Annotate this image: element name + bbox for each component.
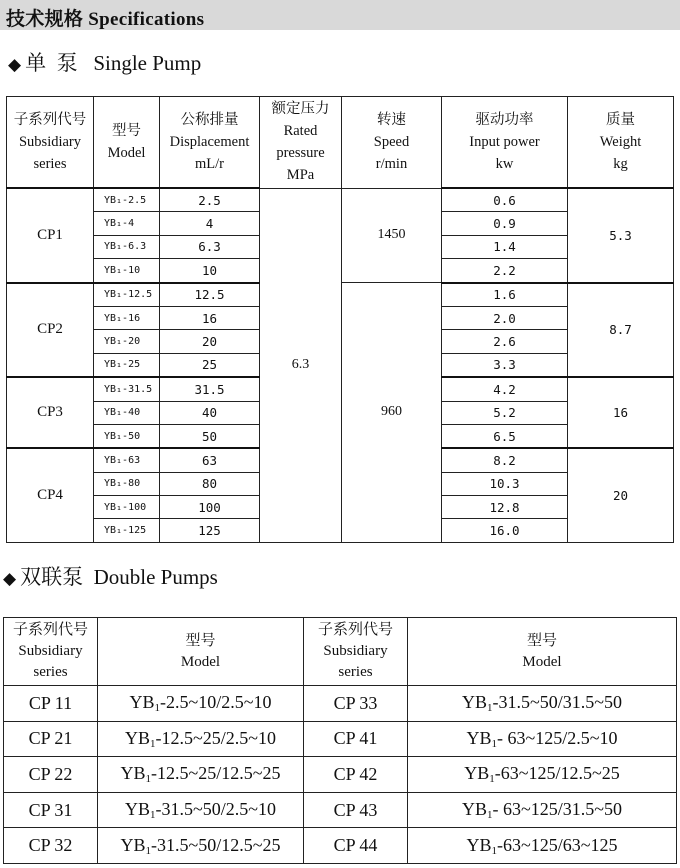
- input-power-cell: 0.6: [442, 188, 568, 212]
- model-cell: YB₁-40: [94, 401, 160, 424]
- model-cell: [408, 721, 677, 757]
- single-pump-title: 单 泵 Single Pump: [25, 51, 202, 75]
- model-range: -12.5~25/12.5~25: [151, 763, 281, 784]
- displacement-cell: 25: [160, 353, 260, 377]
- table-row: [4, 757, 677, 793]
- input-power-cell: 6.5: [442, 424, 568, 448]
- input-power-cell: 12.8: [442, 496, 568, 519]
- input-power-cell: 2.2: [442, 259, 568, 283]
- model-cell: [408, 792, 677, 828]
- header-input-power-line: 驱动功率: [475, 112, 534, 128]
- model-subscript: 1: [491, 844, 498, 857]
- model-subscript: 1: [145, 773, 152, 786]
- header-weight: [568, 97, 674, 189]
- displacement-cell: 4: [160, 212, 260, 235]
- displacement-cell: 31.5: [160, 377, 260, 401]
- input-power-cell: 2.6: [442, 330, 568, 353]
- series-cell: CP 21: [4, 721, 98, 757]
- header-model-line: 型号: [185, 632, 216, 649]
- header-speed-line: 转速: [377, 112, 406, 129]
- model-cell: YB₁-2.5: [94, 188, 160, 212]
- model-cell: [98, 792, 304, 828]
- header-displacement-line: Displacement: [169, 134, 250, 150]
- series-cell: CP 11: [4, 686, 98, 722]
- model-cell: YB₁-4: [94, 212, 160, 235]
- model-prefix: YB: [120, 834, 146, 855]
- input-power-cell: 10.3: [442, 472, 568, 495]
- displacement-cell: 63: [160, 448, 260, 472]
- model-cell: YB₁-80: [94, 472, 160, 495]
- series-cell: CP3: [7, 377, 94, 448]
- weight-cell: 8.7: [568, 283, 674, 378]
- displacement-cell: 100: [160, 496, 260, 519]
- model-cell: [98, 686, 304, 722]
- displacement-cell: 16: [160, 306, 260, 329]
- series-cell: CP 22: [4, 757, 98, 793]
- header-model-line: Model: [107, 145, 146, 161]
- model-cell: YB₁-63: [94, 448, 160, 472]
- header-subsidiary-series-line: Subsidiary: [323, 643, 388, 659]
- header-model-line: 型号: [526, 632, 557, 649]
- input-power-cell: 5.2: [442, 401, 568, 424]
- model-prefix: YB: [462, 692, 488, 713]
- weight-cell: 5.3: [568, 188, 674, 283]
- weight-cell: 20: [568, 448, 674, 542]
- model-range: -63~125/63~125: [497, 834, 618, 855]
- page-title: 技术规格 Specifications: [6, 9, 205, 30]
- model-subscript: 1: [150, 809, 156, 822]
- speed-cell: 960: [342, 283, 442, 543]
- input-power-cell: 2.0: [442, 306, 568, 329]
- series-cell: CP2: [7, 283, 94, 378]
- header-input-power-line: kw: [495, 156, 514, 172]
- model-prefix: YB: [129, 692, 155, 713]
- header-model-line: Model: [180, 653, 221, 670]
- displacement-cell: 2.5: [160, 188, 260, 212]
- model-prefix: YB: [120, 763, 146, 784]
- model-range: -31.5~50/2.5~10: [155, 799, 276, 820]
- model-cell: YB₁-16: [94, 306, 160, 329]
- header-weight-line: Weight: [599, 134, 642, 150]
- displacement-cell: 20: [160, 330, 260, 353]
- displacement-cell: 40: [160, 401, 260, 424]
- single-pump-table: [6, 96, 674, 543]
- model-subscript: 1: [145, 844, 152, 857]
- series-cell: CP4: [7, 448, 94, 542]
- model-prefix: YB: [125, 727, 151, 748]
- series-cell: CP 41: [304, 721, 408, 757]
- model-range: -31.5~50/12.5~25: [151, 834, 281, 855]
- input-power-cell: 4.2: [442, 377, 568, 401]
- header-subsidiary-series-line: Subsidiary: [18, 643, 83, 659]
- input-power-cell: 0.9: [442, 212, 568, 235]
- header-rated-pressure-line: Rated: [283, 123, 318, 140]
- header-subsidiary-series-line: 子系列代号: [12, 622, 88, 638]
- series-cell: CP 32: [4, 828, 98, 864]
- model-cell: [408, 828, 677, 864]
- header-subsidiary-series-line: 子系列代号: [13, 112, 87, 128]
- header-subsidiary-series: [304, 618, 408, 686]
- rated-pressure-cell: 6.3: [260, 188, 342, 542]
- series-cell: CP 43: [304, 792, 408, 828]
- header-displacement-line: 公称排量: [180, 112, 239, 128]
- model-subscript: 1: [487, 809, 493, 822]
- series-cell: CP 44: [304, 828, 408, 864]
- series-cell: CP 33: [304, 686, 408, 722]
- model-subscript: 1: [487, 702, 493, 715]
- header-rated-pressure-line: pressure: [276, 145, 325, 162]
- speed-cell: 1450: [342, 188, 442, 283]
- model-subscript: 1: [150, 737, 156, 750]
- model-cell: YB₁-125: [94, 519, 160, 542]
- input-power-cell: 1.6: [442, 283, 568, 307]
- header-bar: [0, 0, 680, 30]
- header-subsidiary-series-line: 子系列代号: [317, 622, 393, 638]
- header-subsidiary-series: [7, 97, 94, 189]
- model-cell: YB₁-31.5: [94, 377, 160, 401]
- header-weight-line: 质量: [606, 112, 635, 128]
- header-speed-line: r/min: [375, 156, 408, 173]
- model-range: -31.5~50/31.5~50: [492, 692, 622, 713]
- model-subscript: 1: [491, 737, 498, 750]
- header-displacement: [160, 97, 260, 189]
- series-cell: CP1: [7, 188, 94, 283]
- model-range: -12.5~25/2.5~10: [155, 727, 276, 748]
- header-weight-line: kg: [613, 156, 628, 172]
- header-subsidiary-series-line: series: [338, 664, 373, 680]
- table-row: [7, 188, 674, 212]
- model-range: -2.5~10/2.5~10: [160, 692, 272, 713]
- displacement-cell: 6.3: [160, 235, 260, 258]
- double-pump-heading: [3, 561, 218, 591]
- table-row: [4, 686, 677, 722]
- weight-cell: 16: [568, 377, 674, 448]
- header-model: [94, 97, 160, 189]
- header-model: [98, 618, 304, 686]
- model-cell: [98, 757, 304, 793]
- model-cell: [98, 721, 304, 757]
- model-prefix: YB: [464, 763, 490, 784]
- model-cell: [98, 828, 304, 864]
- header-subsidiary-series-line: Subsidiary: [18, 134, 82, 150]
- model-cell: [408, 757, 677, 793]
- displacement-cell: 10: [160, 259, 260, 283]
- header-rated-pressure-line: MPa: [286, 167, 315, 184]
- model-prefix: YB: [466, 834, 492, 855]
- model-subscript: 1: [489, 773, 495, 786]
- double-pump-table: [3, 617, 677, 864]
- model-prefix: YB: [466, 727, 492, 748]
- model-cell: YB₁-25: [94, 353, 160, 377]
- input-power-cell: 8.2: [442, 448, 568, 472]
- header-model-line: 型号: [112, 123, 141, 139]
- model-range: -63~125/12.5~25: [494, 763, 620, 784]
- header-speed: [342, 97, 442, 189]
- model-subscript: 1: [154, 702, 161, 715]
- displacement-cell: 125: [160, 519, 260, 542]
- input-power-cell: 16.0: [442, 519, 568, 542]
- model-cell: YB₁-6.3: [94, 235, 160, 258]
- series-cell: CP 31: [4, 792, 98, 828]
- header-subsidiary-series-line: series: [33, 156, 67, 172]
- table-row: [4, 721, 677, 757]
- header-subsidiary-series-line: series: [33, 664, 68, 680]
- input-power-cell: 1.4: [442, 235, 568, 258]
- header-input-power-line: Input power: [469, 134, 540, 150]
- model-cell: [408, 686, 677, 722]
- header-displacement-line: mL/r: [195, 156, 224, 172]
- header-subsidiary-series: [4, 618, 98, 686]
- model-cell: YB₁-100: [94, 496, 160, 519]
- displacement-cell: 12.5: [160, 283, 260, 307]
- header-rated-pressure: [260, 97, 342, 189]
- model-cell: YB₁-50: [94, 424, 160, 448]
- header-speed-line: Speed: [373, 134, 410, 151]
- single-pump-heading: [8, 47, 201, 77]
- displacement-cell: 80: [160, 472, 260, 495]
- model-cell: YB₁-12.5: [94, 283, 160, 307]
- model-prefix: YB: [462, 799, 488, 820]
- header-model-line: Model: [522, 653, 562, 670]
- model-cell: YB₁-20: [94, 330, 160, 353]
- double-pump-title: 双联泵 Double Pumps: [20, 565, 218, 589]
- model-prefix: YB: [125, 799, 151, 820]
- table-row: [4, 792, 677, 828]
- model-range: - 63~125/2.5~10: [497, 727, 618, 748]
- header-rated-pressure-line: 额定压力: [271, 101, 330, 118]
- table-row: [4, 828, 677, 864]
- displacement-cell: 50: [160, 424, 260, 448]
- diamond-bullet-icon: ◆: [3, 569, 17, 588]
- header-input-power: [442, 97, 568, 189]
- model-range: - 63~125/31.5~50: [492, 799, 622, 820]
- header-model: [408, 618, 677, 686]
- model-cell: YB₁-10: [94, 259, 160, 283]
- diamond-bullet-icon: ◆: [8, 55, 22, 74]
- input-power-cell: 3.3: [442, 353, 568, 377]
- series-cell: CP 42: [304, 757, 408, 793]
